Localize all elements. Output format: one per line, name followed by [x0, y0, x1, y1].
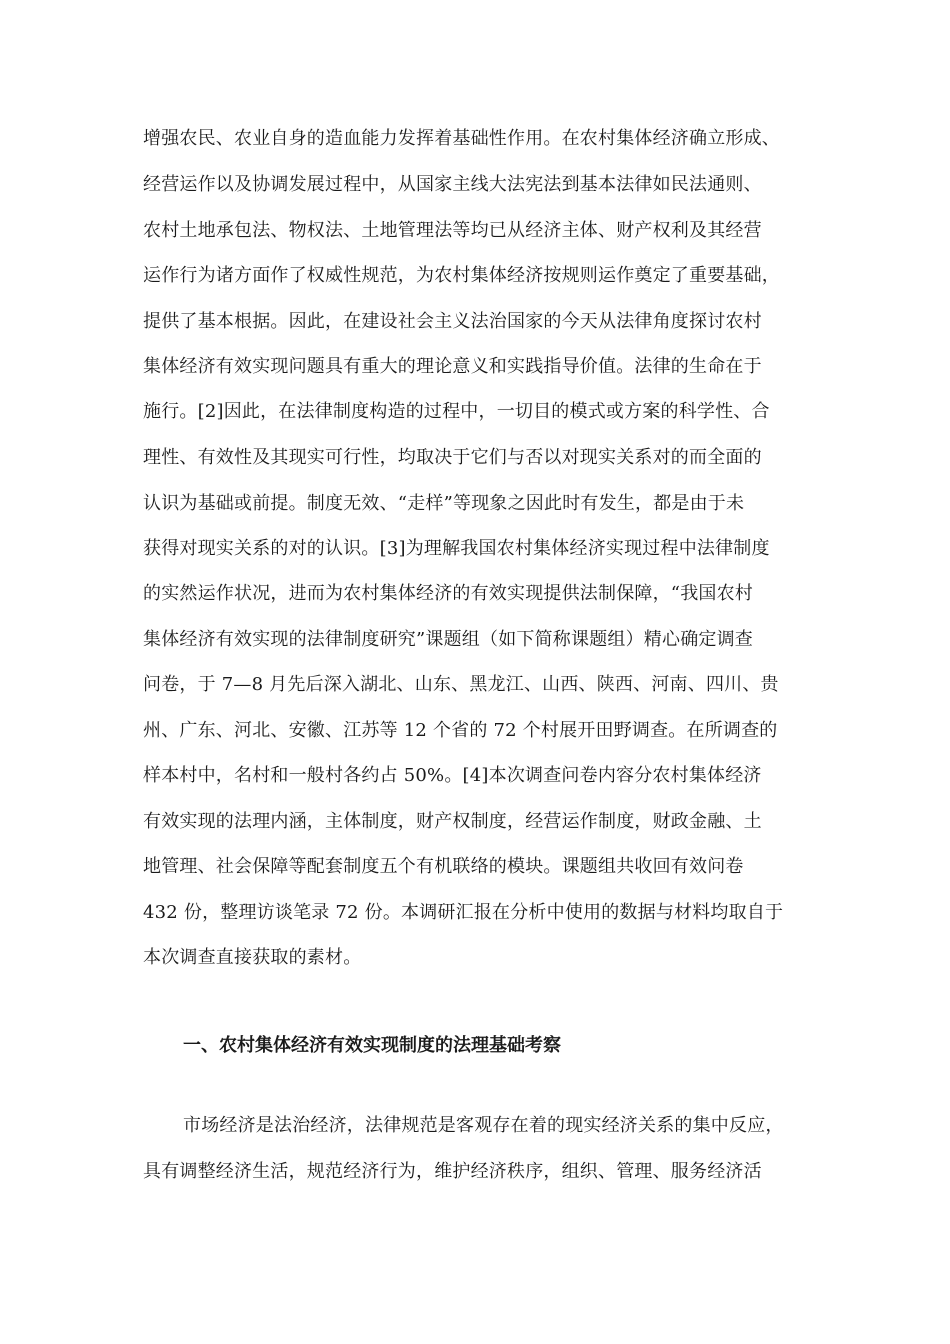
paragraph-line: 地管理、社会保障等配套制度五个有机联络的模块。课题组共收回有效问卷 — [143, 856, 744, 877]
paragraph-line: 经营运作以及协调发展过程中，从国家主线大法宪法到基本法律如民法通则、 — [143, 174, 762, 195]
paragraph-line: 本次调查直接获取的素材。 — [143, 947, 362, 968]
paragraph-line: 农村土地承包法、物权法、土地管理法等均已从经济主体、财产权利及其经营 — [143, 220, 762, 241]
paragraph-line: 认识为基础或前提。制度无效、“走样”等现象之因此时有发生，都是由于未 — [143, 493, 745, 514]
paragraph-line: 提供了基本根据。因此，在建设社会主义法治国家的今天从法律角度探讨农村 — [143, 311, 762, 332]
section-heading: 一、农村集体经济有效实现制度的法理基础考察 — [183, 1035, 561, 1056]
paragraph-line: 有效实现的法理内涵，主体制度，财产权制度，经营运作制度，财政金融、土 — [143, 811, 762, 832]
paragraph-line: 问卷，于 7—8 月先后深入湖北、山东、黑龙江、山西、陕西、河南、四川、贵 — [143, 674, 779, 695]
paragraph-line: 样本村中，名村和一般村各约占 50%。[4]本次调查问卷内容分农村集体经济 — [143, 765, 762, 786]
paragraph-line: 具有调整经济生活，规范经济行为，维护经济秩序，组织、管理、服务经济活 — [143, 1161, 762, 1182]
paragraph-line: 集体经济有效实现的法律制度研究”课题组（如下简称课题组）精心确定调查 — [143, 629, 753, 650]
paragraph-line: 增强农民、农业自身的造血能力发挥着基础性作用。在农村集体经济确立形成、 — [143, 128, 780, 149]
paragraph-line: 的实然运作状况，进而为农村集体经济的有效实现提供法制保障，“我国农村 — [143, 583, 753, 604]
paragraph-line: 理性、有效性及其现实可行性，均取决于它们与否以对现实关系对的而全面的 — [143, 447, 762, 468]
paragraph-line: 市场经济是法治经济，法律规范是客观存在着的现实经济关系的集中反应， — [183, 1115, 784, 1136]
paragraph-line: 集体经济有效实现问题具有重大的理论意义和实践指导价值。法律的生命在于 — [143, 356, 762, 377]
paragraph-line: 432 份，整理访谈笔录 72 份。本调研汇报在分析中使用的数据与材料均取自于 — [143, 902, 784, 923]
paragraph-line: 施行。[2]因此，在法律制度构造的过程中，一切目的模式或方案的科学性、合 — [143, 401, 770, 422]
paragraph-line: 获得对现实关系的对的认识。[3]为理解我国农村集体经济实现过程中法律制度 — [143, 538, 770, 559]
paragraph-line: 州、广东、河北、安徽、江苏等 12 个省的 72 个村展开田野调查。在所调查的 — [143, 720, 778, 741]
paragraph-line: 运作行为诸方面作了权威性规范，为农村集体经济按规则运作奠定了重要基础， — [143, 265, 780, 286]
